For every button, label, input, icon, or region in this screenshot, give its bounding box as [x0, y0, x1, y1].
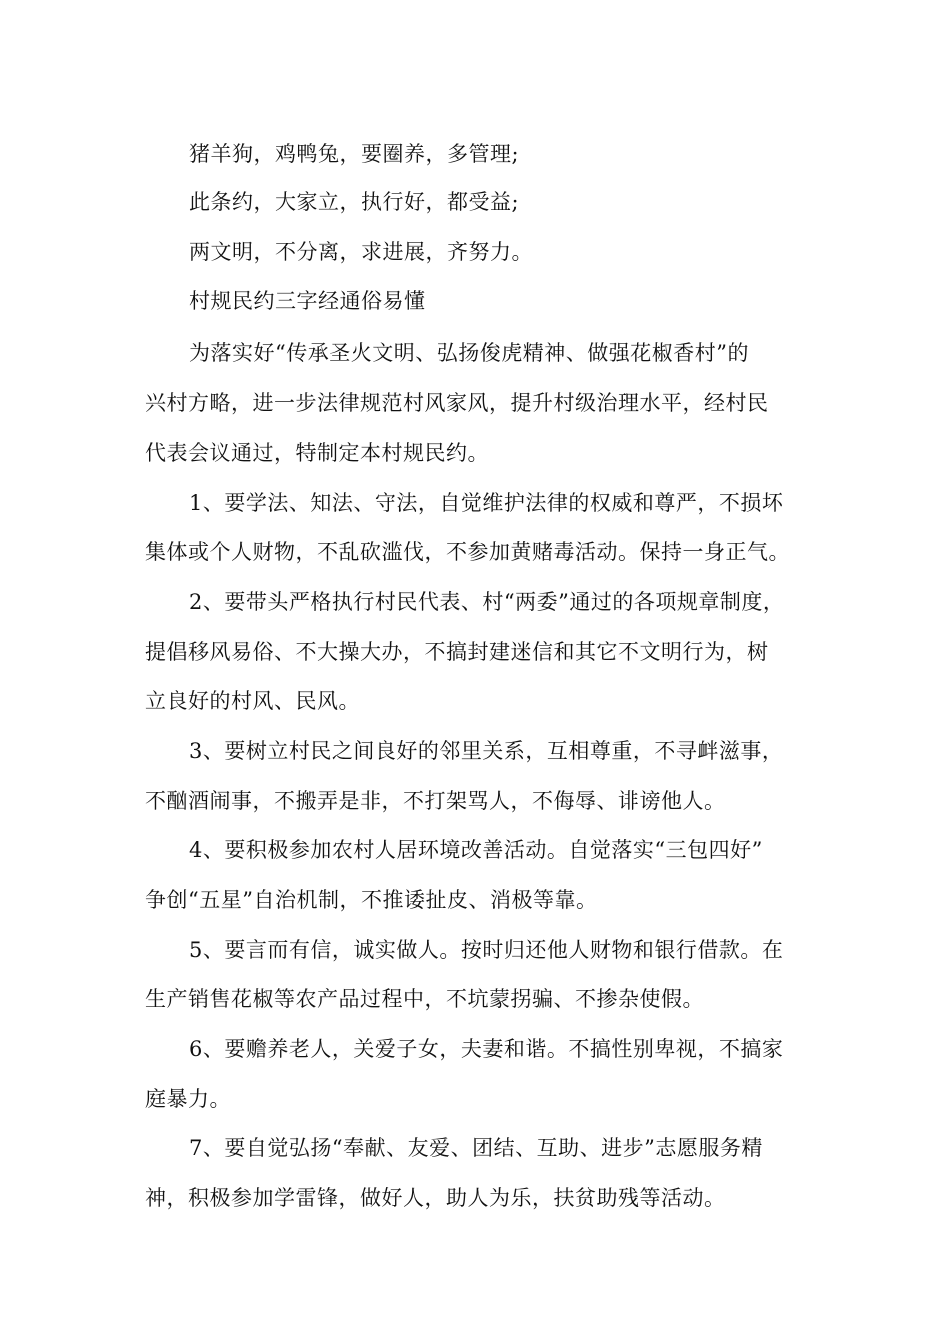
rule-item-6-line: 庭暴力。 — [145, 1087, 231, 1111]
verse-line: 两文明，不分离，求进展，齐努力。 — [189, 240, 533, 264]
rule-item-2-line: 提倡移风易俗、不大操大办，不搞封建迷信和其它不文明行为，树 — [145, 640, 769, 664]
rule-item-3-line: 3、要树立村民之间良好的邻里关系，互相尊重，不寻衅滋事， — [189, 739, 784, 763]
rule-item-5-line: 5、要言而有信，诚实做人。按时归还他人财物和银行借款。在 — [189, 938, 784, 962]
section-heading: 村规民约三字经通俗易懂 — [189, 289, 426, 313]
rule-item-7-line: 7、要自觉弘扬“奉献、友爱、团结、互助、进步”志愿服务精 — [189, 1136, 763, 1160]
rule-item-5-line: 生产销售花椒等农产品过程中，不坑蒙拐骗、不掺杂使假。 — [145, 987, 704, 1011]
intro-line: 代表会议通过，特制定本村规民约。 — [145, 441, 489, 465]
rule-item-4-line: 争创“五星”自治机制，不推诿扯皮、消极等靠。 — [145, 888, 598, 912]
rule-item-3-line: 不酗酒闹事，不搬弄是非，不打架骂人，不侮辱、诽谤他人。 — [145, 789, 726, 813]
rule-item-4-line: 4、要积极参加农村人居环境改善活动。自觉落实“三包四好” — [189, 838, 763, 862]
rule-item-1-line: 1、要学法、知法、守法，自觉维护法律的权威和尊严，不损坏 — [189, 491, 784, 515]
verse-line: 猪羊狗，鸡鸭兔，要圈养，多管理; — [189, 142, 520, 166]
rule-item-6-line: 6、要赡养老人，关爱子女，夫妻和谐。不搞性别卑视，不搞家 — [189, 1037, 784, 1061]
intro-line: 兴村方略，进一步法律规范村风家风，提升村级治理水平，经村民 — [145, 391, 769, 415]
rule-item-2-line: 2、要带头严格执行村民代表、村“两委”通过的各项规章制度， — [189, 590, 785, 614]
intro-line: 为落实好“传承圣火文明、弘扬俊虎精神、做强花椒香村”的 — [189, 341, 749, 365]
rule-item-1-line: 集体或个人财物，不乱砍滥伐，不参加黄赌毒活动。保持一身正气。 — [145, 540, 790, 564]
rule-item-7-line: 神，积极参加学雷锋，做好人，助人为乐，扶贫助残等活动。 — [145, 1186, 726, 1210]
verse-line: 此条约，大家立，执行好，都受益; — [189, 190, 520, 214]
rule-item-2-line: 立良好的村风、民风。 — [145, 689, 360, 713]
